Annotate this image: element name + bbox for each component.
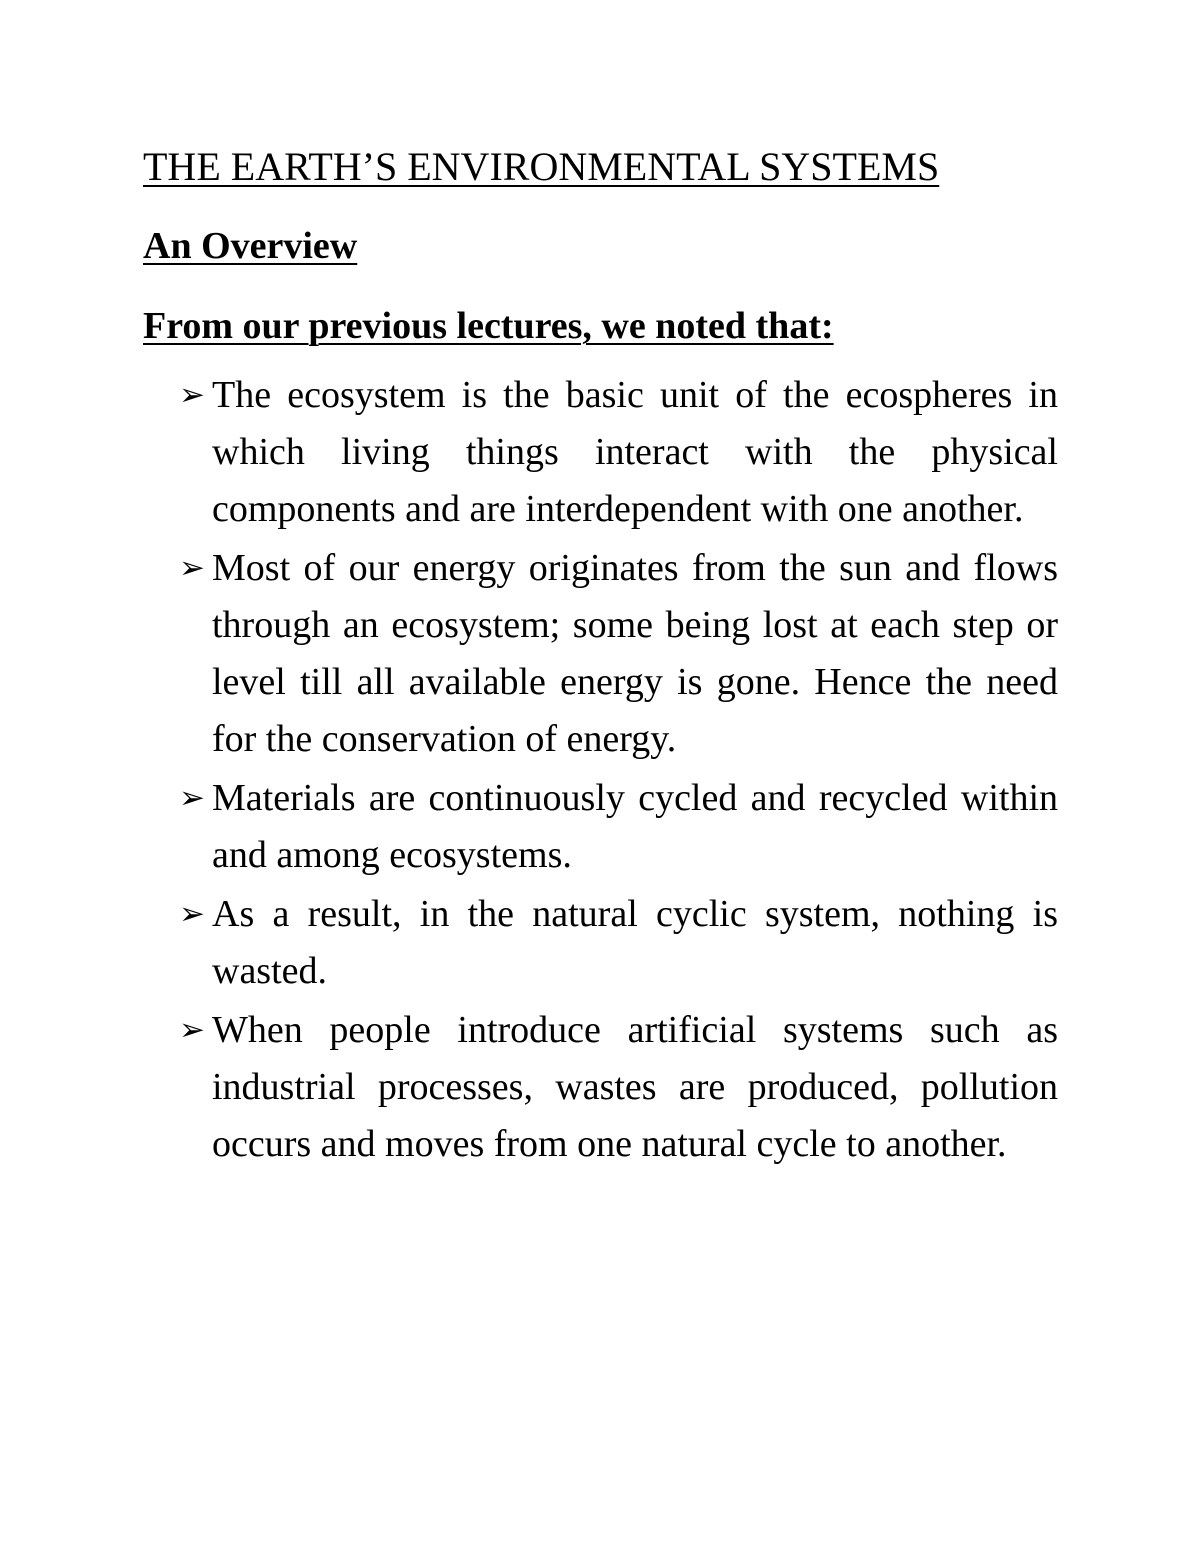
bullet-item [143, 886, 1058, 1000]
bullet-item [143, 540, 1058, 768]
document-body [143, 142, 1058, 1175]
bullet-text: The ecosystem is the basic unit of the ecospheres in which living things interact with the physical components and are interdependent with one another. [212, 374, 1058, 530]
bullet-text: Materials are continuously cycled and recycled within and among ecosystems. [212, 777, 1058, 876]
bullet-text: As a result, in the natural cyclic system, nothing is wasted. [212, 893, 1058, 992]
arrowhead-bullet-icon: ➢ [179, 377, 205, 413]
bullet-list [143, 367, 1058, 1173]
arrowhead-bullet-icon: ➢ [179, 780, 205, 816]
bullet-item [143, 367, 1058, 538]
arrowhead-bullet-icon: ➢ [179, 550, 205, 586]
bullet-text: When people introduce artificial systems such as industrial processes, wastes are produced, pollution occurs and moves from one natural cycle to another. [212, 1009, 1058, 1165]
arrowhead-bullet-icon: ➢ [179, 1012, 205, 1048]
intro-statement: From our previous lectures, we noted that: [143, 305, 834, 347]
bullet-item [143, 770, 1058, 884]
arrowhead-bullet-icon: ➢ [179, 896, 205, 932]
section-heading: An Overview [143, 225, 358, 267]
bullet-item [143, 1002, 1058, 1173]
document-title: THE EARTH’S ENVIRONMENTAL SYSTEMS [143, 144, 940, 189]
bullet-text: Most of our energy originates from the sun and flows through an ecosystem; some being lost at each step or level till all available energy is gone. Hence the need for the conservation of energy. [212, 547, 1058, 760]
